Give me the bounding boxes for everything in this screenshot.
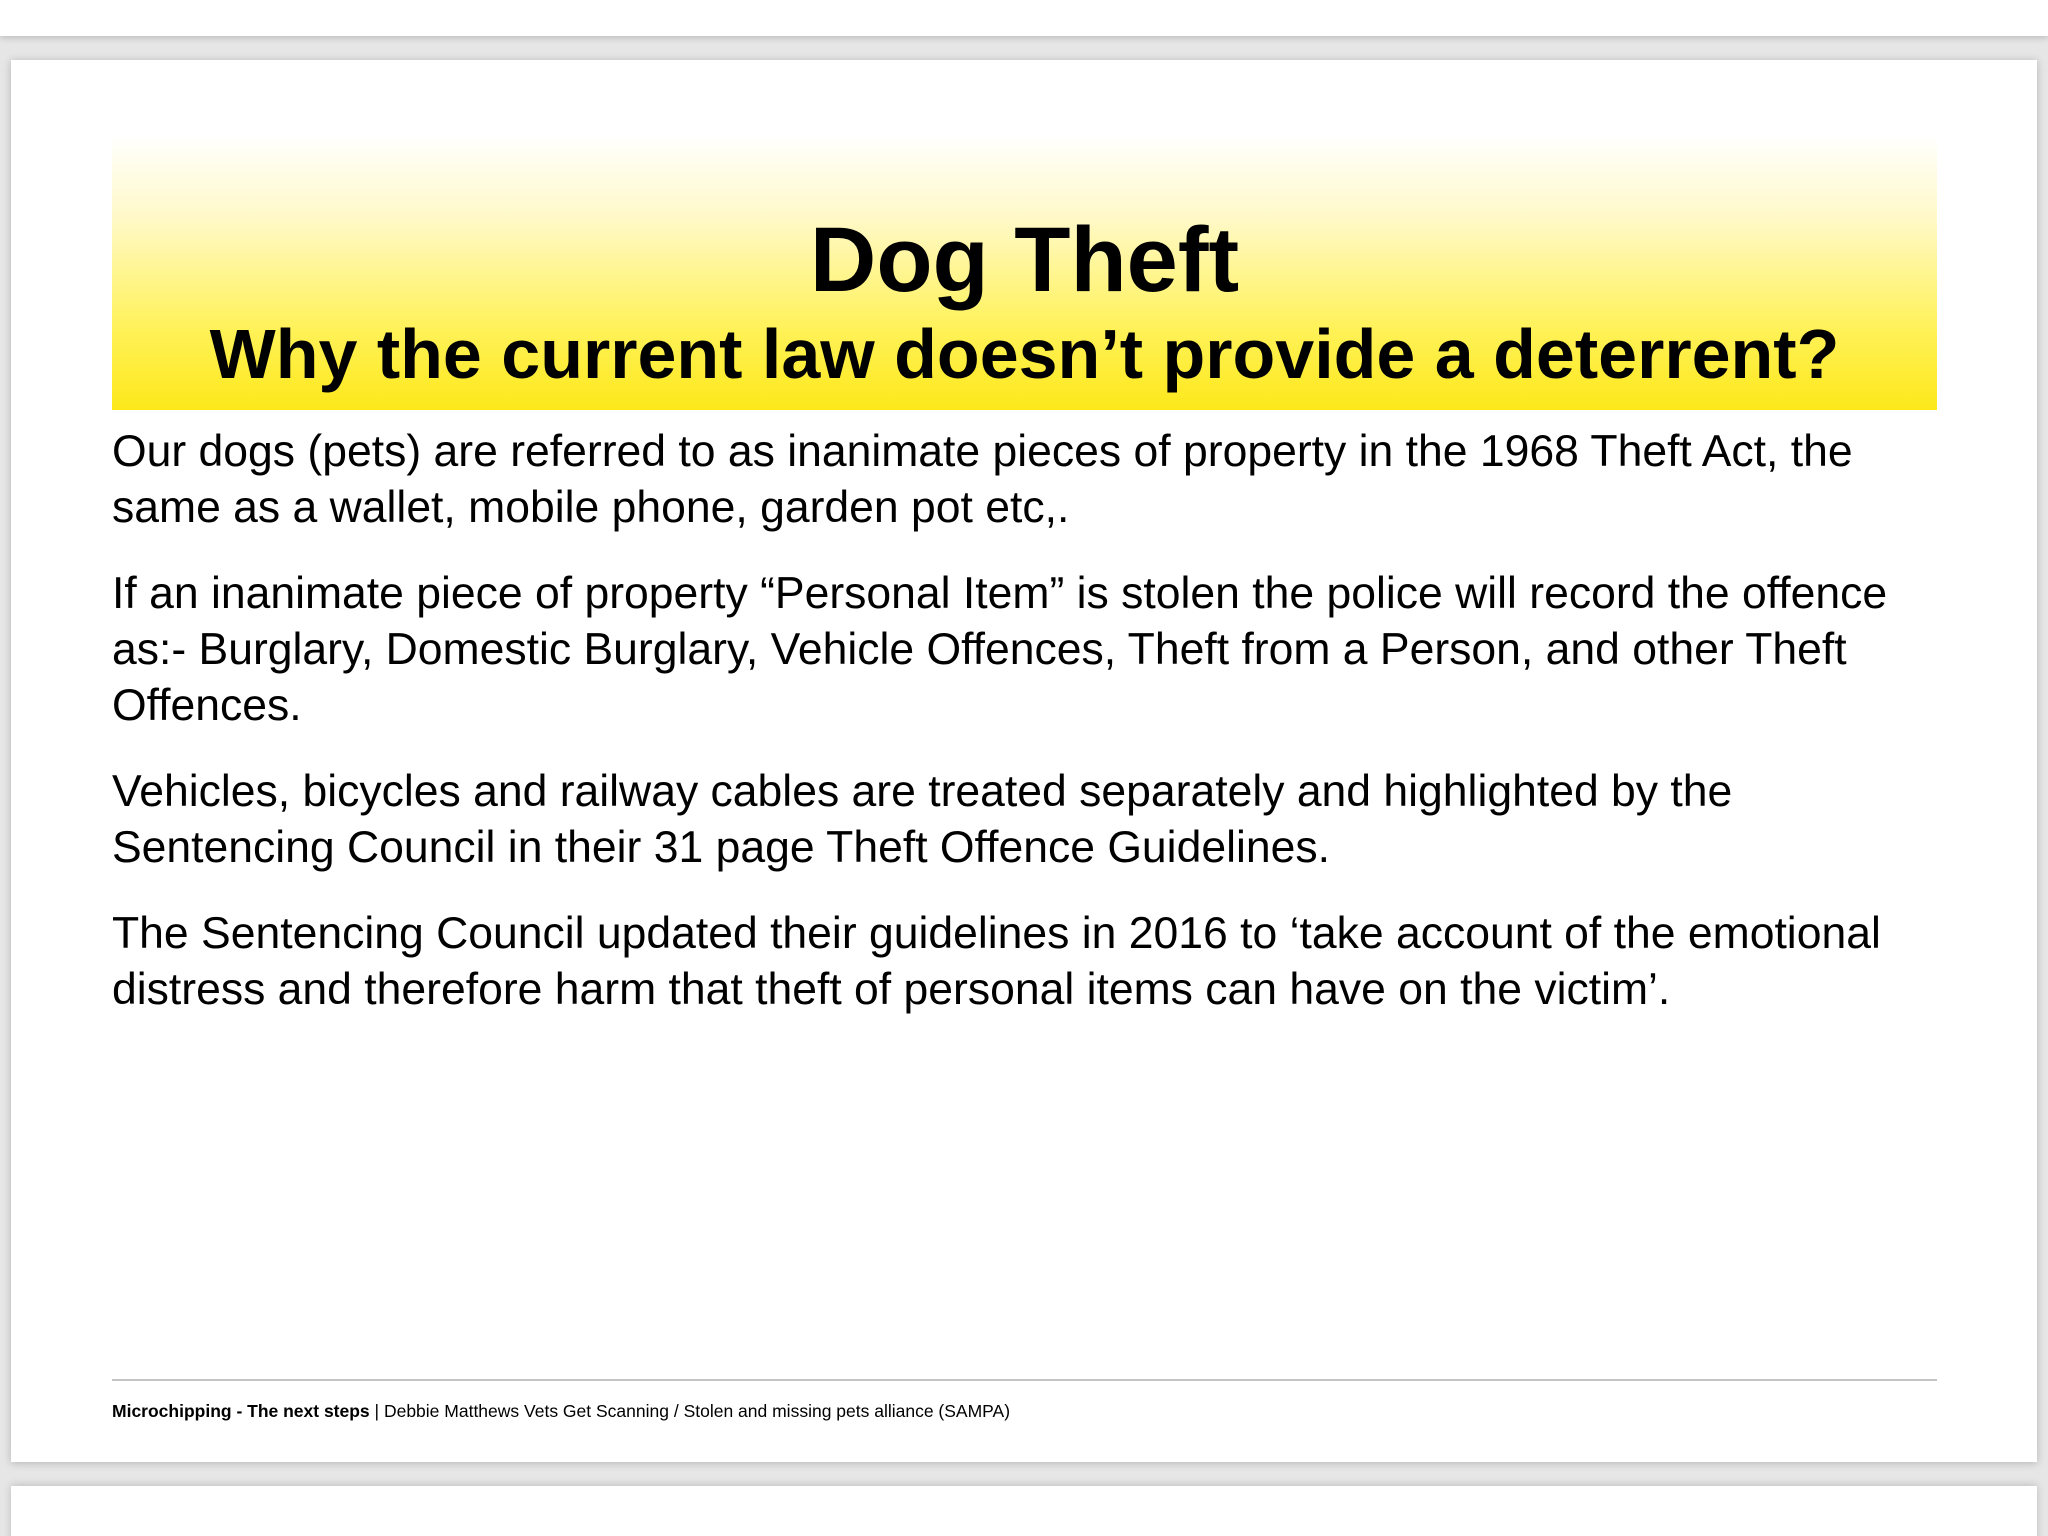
footer-title: Microchipping - The next steps <box>112 1401 370 1421</box>
slide-subtitle: Why the current law doesn’t provide a deterrent? <box>209 315 1840 393</box>
body-paragraph-1: Our dogs (pets) are referred to as inanimate pieces of property in the 1968 Theft Act, the same as a wallet, mobile phone, garden pot etc,. <box>112 427 1853 532</box>
footer-divider <box>112 1379 1937 1381</box>
footer-separator: | <box>369 1401 384 1421</box>
footer-credits: Debbie Matthews Vets Get Scanning / Stolen and missing pets alliance (SAMPA) <box>383 1401 1011 1421</box>
slide-page <box>11 60 2037 1462</box>
previous-page-edge <box>0 0 2048 36</box>
body-paragraph-2: If an inanimate piece of property “Personal Item” is stolen the police will record the offence as:- Burglary, Domestic Burglary, Vehicle Offences, Theft from a Person, and other Theft Offences. <box>112 569 1888 730</box>
title-band <box>112 134 1937 410</box>
body-paragraph-4: The Sentencing Council updated their guidelines in 2016 to ‘take account of the emotional distress and therefore harm that theft of personal items can have on the victim’. <box>112 909 1881 1014</box>
next-page-edge <box>11 1486 2037 1536</box>
slide-title: Dog Theft <box>809 209 1240 311</box>
slide-footer <box>112 1400 1010 1422</box>
slide-body <box>112 424 1942 1048</box>
body-paragraph-3: Vehicles, bicycles and railway cables are treated separately and highlighted by the Sentencing Council in their 31 page Theft Offence Guidelines. <box>112 767 1733 872</box>
